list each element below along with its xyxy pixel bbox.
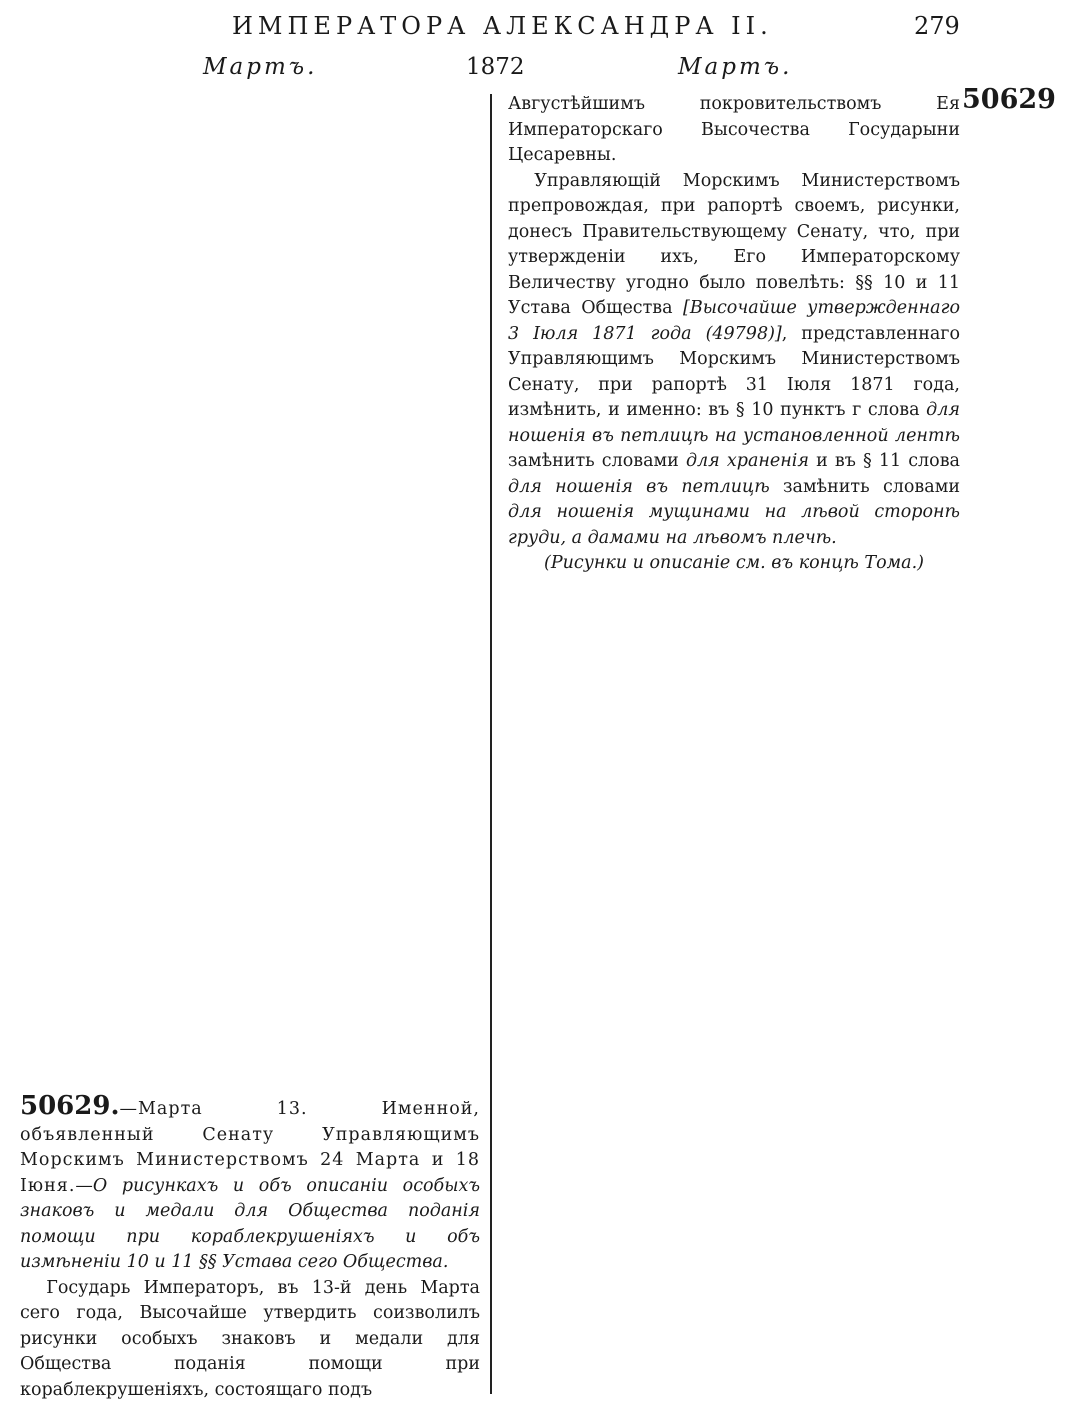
text-run: замѣнить словами <box>508 451 686 471</box>
heading-text: —Марта 13. Именной, объявленный Сенату Управляющимъ Морскимъ Министерствомъ 24 Марта и 18 Іюня. <box>20 1099 480 1196</box>
text-run: замѣнить словами <box>769 476 960 497</box>
heading-italic-text: —О рисункахъ и объ описаніи особыхъ знаковъ и медали для Общества поданія помощи при кораблекрушеніяхъ и объ измѣненіи 10 и 11 §§ Устава сего Общества. <box>20 1175 480 1272</box>
body-paragraph: Государь Императоръ, въ 13-й день Марта сего года, Высочайше утвердить соизволилъ рисунки особыхъ знаковъ и медали для Общества поданія помощи при кораблекрушеніяхъ, состоящаго подъ <box>20 1277 480 1400</box>
illustration-note: (Рисунки и описаніе см. въ концѣ Тома.) <box>544 553 924 573</box>
column-divider <box>490 94 492 1394</box>
continuation-text: Августѣйшимъ покровительствомъ Ея Императорскаго Высочества Государыни Цесаревны. <box>508 94 960 165</box>
italic-run: для храненія <box>685 451 809 471</box>
left-column <box>20 1091 480 1403</box>
italic-run: для ношенія мущинами на лѣвой сторонѣ груди, а дамами на лѣвомъ плечѣ. <box>508 502 960 548</box>
right-column <box>508 92 960 577</box>
running-head-title: ИМПЕРАТОРА АЛЕКСАНДРА II. <box>232 12 773 40</box>
text-run: и въ § 11 слова <box>808 451 960 471</box>
month-left: Мартъ. <box>203 54 318 80</box>
italic-run: для ношенія въ петлицѣ на установленной лентѣ <box>508 400 960 446</box>
text-run: , представленнаго Управляющимъ Морскимъ Министерствомъ Сенату, при рапортѣ 31 Іюля 1871 года, измѣнить, и именно: въ § 10 пунктъ г слова <box>508 323 960 420</box>
month-right: Мартъ. <box>678 54 793 80</box>
page-number: 279 <box>914 12 960 40</box>
text-run: Управляющій Морскимъ Министерствомъ препровождая, при рапортѣ своемъ, рисунки, донесъ Правительствующему Сенату, что, при утвержденіи ихъ, Его Императорскому Величеству угодно было повелѣть: §§ 10 и 11 Устава Общества <box>508 170 960 318</box>
decree-paragraph <box>508 169 960 552</box>
italic-run: [Высочайше утвержденнаго 3 Іюля 1871 года (49798)] <box>508 298 960 344</box>
year: 1872 <box>466 54 525 80</box>
document-heading <box>20 1091 480 1276</box>
document-number: 50629. <box>20 1091 120 1121</box>
italic-run: для ношенія въ петлицѣ <box>508 476 770 497</box>
margin-document-number: 50629 <box>962 84 1056 115</box>
